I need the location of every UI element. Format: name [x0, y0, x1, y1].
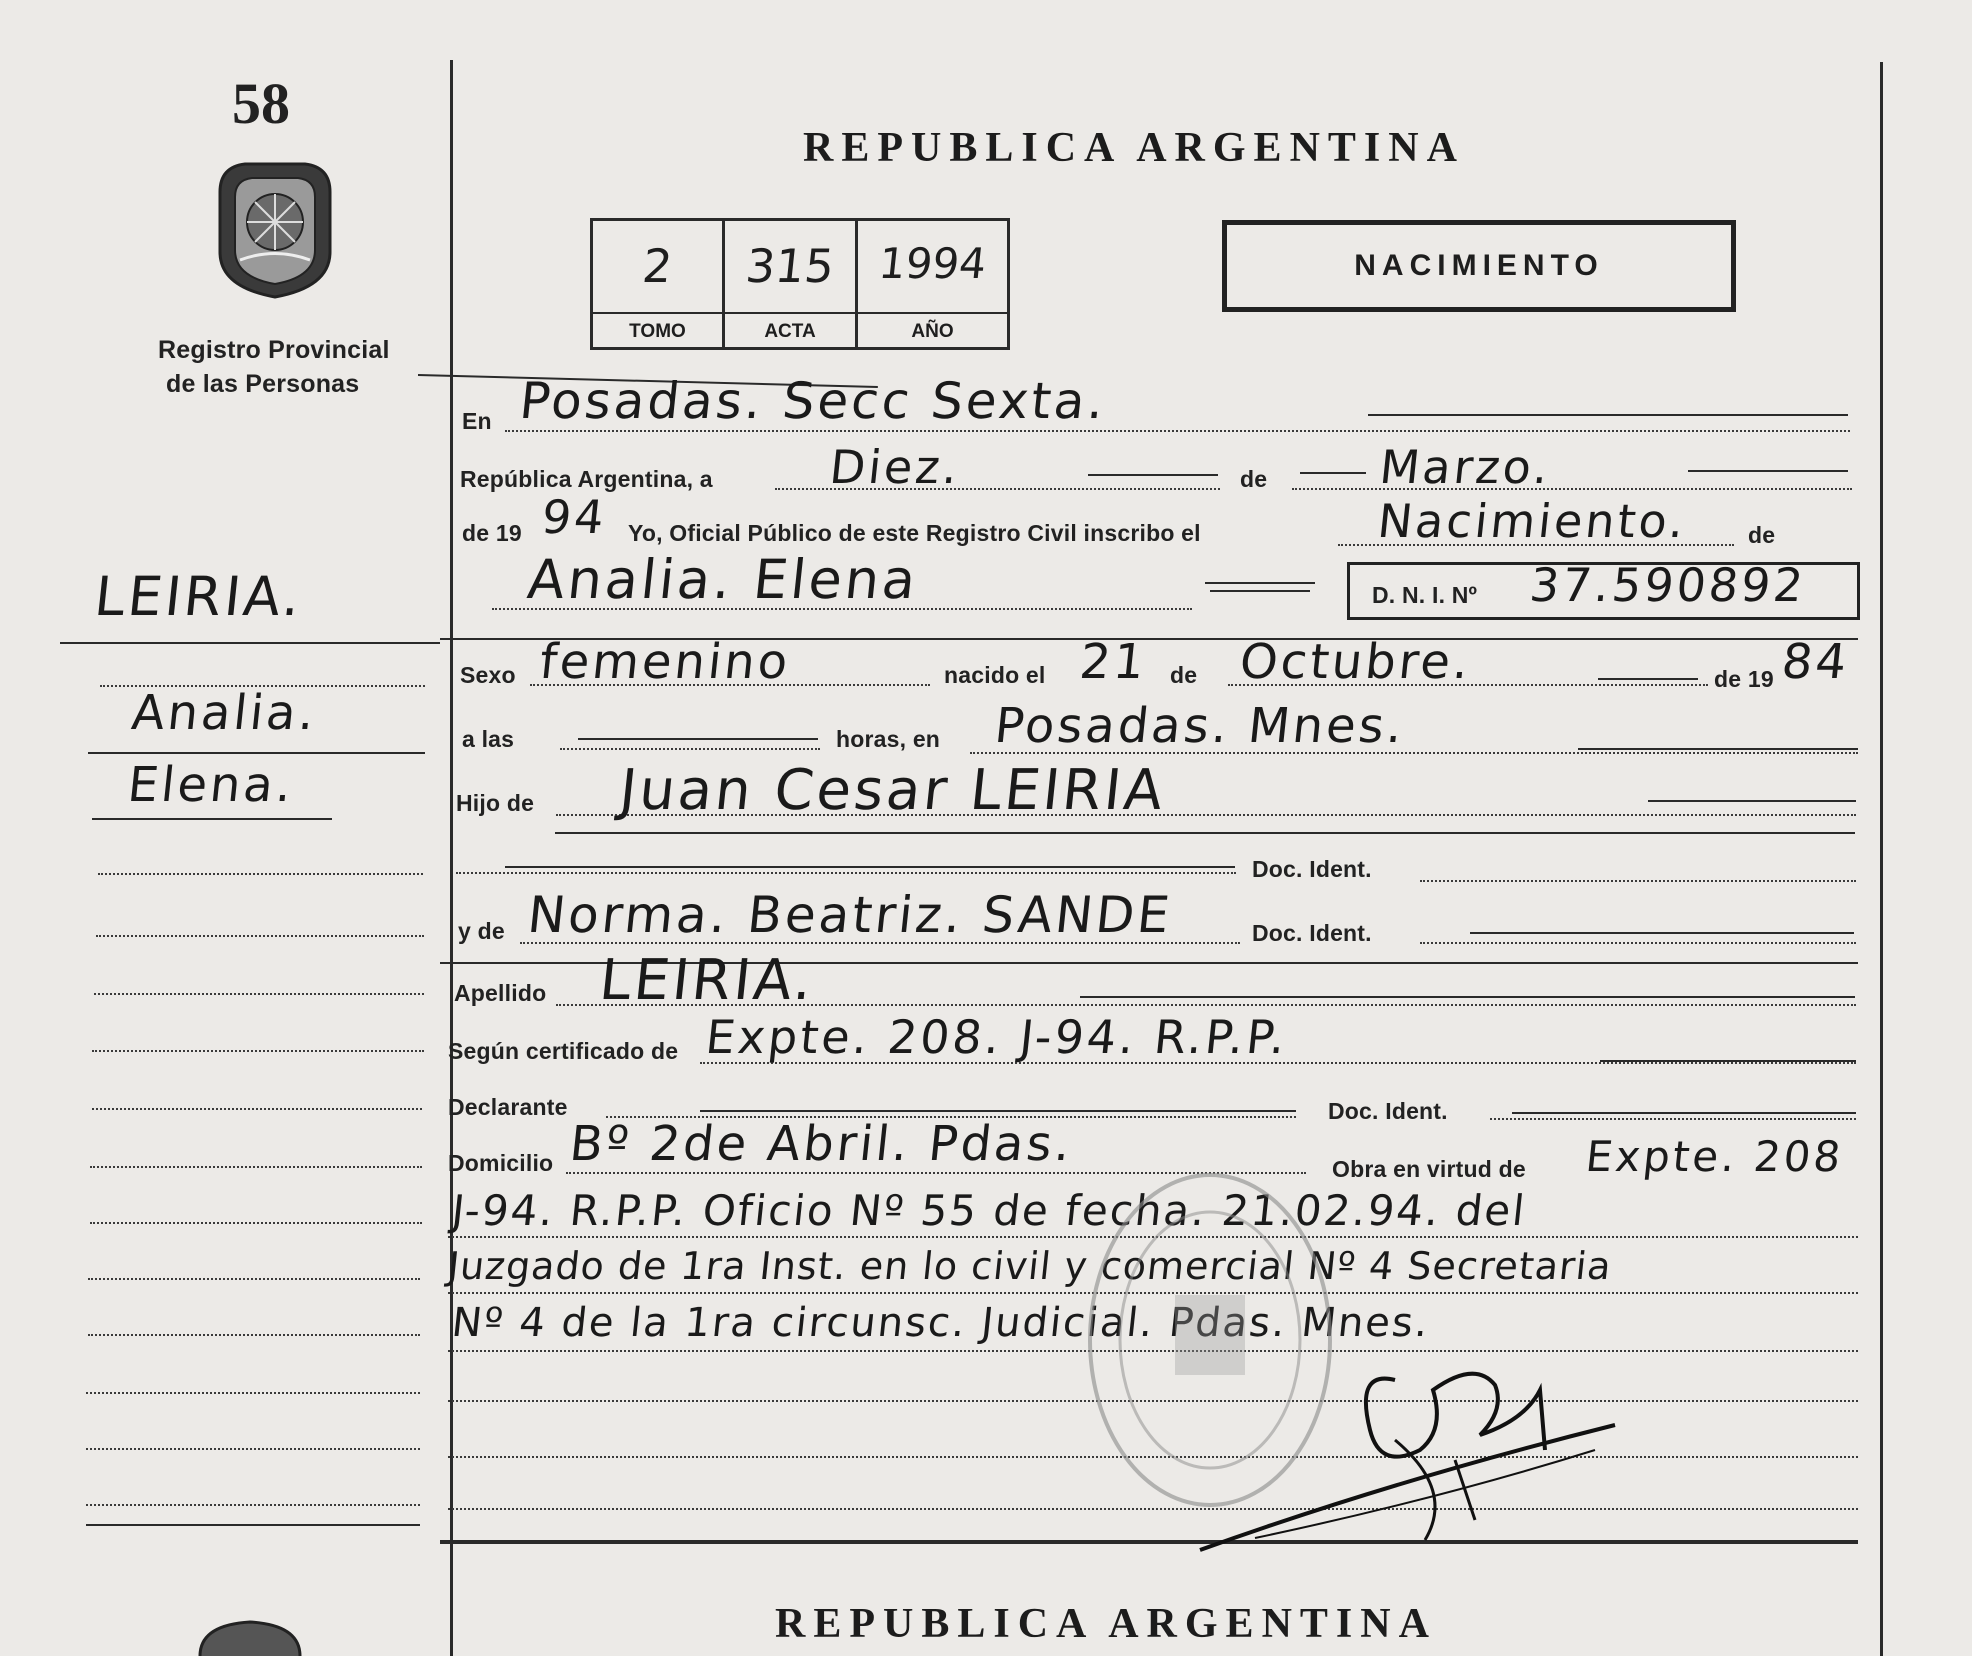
de-end-label: de [1748, 522, 1776, 548]
tomo-label: TOMO [629, 321, 686, 342]
nombre-fill-line [1205, 582, 1315, 584]
acta-label: ACTA [764, 321, 816, 342]
inscribe-value: Nacimiento. [1375, 494, 1690, 548]
left-column-divider [450, 60, 453, 1656]
madre-doc-value-line [1420, 942, 1856, 944]
de2-label: de [1170, 662, 1198, 688]
declarante-fill-line [700, 1110, 1296, 1112]
en-value: Posadas. Secc Sexta. [516, 372, 1110, 430]
margin-given-name-2: Elena. [125, 757, 298, 813]
margin-line [86, 1392, 420, 1394]
ano-value: 1994 [876, 239, 989, 288]
official-signature [1195, 1340, 1625, 1560]
sexo-value: femenino [537, 634, 794, 690]
ano-label: AÑO [911, 321, 954, 342]
dia-value: Diez. [827, 440, 964, 494]
margin-line [90, 1166, 422, 1168]
observaciones-line-1-text: J-94. R.P.P. Oficio Nº 55 de fecha. 21.02.94. del [449, 1186, 1529, 1235]
padre-doc-line [456, 872, 1236, 874]
declarante-doc-line [1490, 1118, 1856, 1120]
lugar-fill-line [1578, 748, 1858, 750]
dia-fill-line [1088, 474, 1218, 476]
record-box-separator [592, 312, 1008, 314]
nacimiento-mes-fill-line [1598, 678, 1698, 680]
de19-label: de 19 [462, 520, 522, 546]
apellido-label: Apellido [454, 980, 547, 1006]
madre-doc-label: Doc. Ident. [1252, 920, 1372, 946]
mes-fill-line [1300, 472, 1366, 474]
nombre-fill-line [1210, 590, 1310, 592]
ano-cell [855, 218, 1010, 350]
obra-label: Obra en virtud de [1332, 1156, 1526, 1182]
padre-value: Juan Cesar LEIRIA [616, 758, 1169, 823]
segun-value: Expte. 208. J-94. R.P.P. [703, 1010, 1291, 1064]
margin-given-name-1: Analia. [129, 685, 320, 741]
declarante-label: Declarante [448, 1094, 568, 1120]
dni-value: 37.590892 [1527, 558, 1809, 612]
de-label: de [1240, 466, 1268, 492]
act-type-label: NACIMIENTO [1354, 249, 1604, 282]
declarante-doc-fill-line [1512, 1112, 1856, 1114]
tomo-value: 2 [640, 239, 675, 293]
lugar-value: Posadas. Mnes. [992, 698, 1409, 754]
margin-line [96, 935, 424, 937]
provincial-seal-emblem-bottom [190, 1620, 310, 1656]
padre-fill-line [1648, 800, 1856, 802]
en-fill-line [1368, 414, 1848, 416]
margin-line [88, 1278, 420, 1280]
en-label: En [462, 408, 492, 434]
horas-fill-line [578, 738, 818, 740]
margin-line [92, 818, 332, 820]
margin-line [98, 873, 423, 875]
domicilio-value: Bº 2de Abril. Pdas. [567, 1116, 1076, 1172]
margin-line [90, 1222, 422, 1224]
padre-doc-label: Doc. Ident. [1252, 856, 1372, 882]
nacimiento-dia-value: 21 [1077, 634, 1151, 690]
en-line [505, 430, 1850, 432]
nacido-label: nacido el [944, 662, 1046, 688]
republica-label: República Argentina, a [460, 466, 713, 492]
margin-surname-line [60, 642, 440, 644]
hijo-label: Hijo de [456, 790, 535, 816]
nombre-value: Analia. Elena [524, 548, 922, 611]
alas-label: a las [462, 726, 515, 752]
margin-line [86, 1448, 420, 1450]
observaciones-line-2-text: Juzgado de 1ra Inst. en lo civil y comercial Nº 4 Secretaria [445, 1244, 1615, 1288]
apellido-fill-line [1080, 996, 1855, 998]
mes-value: Marzo. [1377, 440, 1554, 494]
segun-fill-line [1600, 1060, 1856, 1062]
nacimiento-mes-value: Octubre. [1237, 634, 1475, 690]
domicilio-label: Domicilio [448, 1150, 554, 1176]
margin-bottom-line [86, 1524, 420, 1526]
horas-label: horas, en [836, 726, 941, 752]
sexo-label: Sexo [460, 662, 516, 688]
mes-fill-line-right [1688, 470, 1848, 472]
yo-label: Yo, Oficial Público de este Registro Civil inscribo el [628, 520, 1201, 546]
apellido-value: LEIRIA. [596, 948, 819, 1013]
madre-doc-fill-line [1470, 932, 1854, 934]
yde-label: y de [458, 918, 505, 944]
margin-surname: LEIRIA. [91, 565, 307, 628]
dni-label: D. N. I. Nº [1372, 582, 1478, 608]
margin-line [88, 1334, 420, 1336]
margin-line [94, 993, 424, 995]
padre-doc-value-line [1420, 880, 1856, 882]
margin-line [92, 1050, 424, 1052]
acta-value: 315 [743, 239, 837, 293]
acta-cell [722, 218, 858, 350]
de19b-label: de 19 [1714, 666, 1774, 692]
margin-line [86, 1504, 420, 1506]
observaciones-line-3-text: Nº 4 de la 1ra circunsc. Judicial. Pdas. Mnes. [449, 1300, 1433, 1346]
horas-line [560, 748, 820, 750]
registry-name-line2: de las Personas [166, 370, 360, 398]
obra-value: Expte. 208 [1583, 1132, 1846, 1181]
page-title: REPUBLICA ARGENTINA [803, 125, 1465, 171]
right-border [1880, 62, 1883, 1656]
form-bottom-rule [440, 1540, 1858, 1544]
segun-label: Según certificado de [448, 1038, 679, 1064]
page-number: 58 [232, 71, 290, 136]
tomo-cell [590, 218, 725, 350]
section-rule [555, 832, 1855, 834]
mes-line [1292, 488, 1852, 490]
declarante-doc-label: Doc. Ident. [1328, 1098, 1448, 1124]
margin-line [92, 1108, 422, 1110]
provincial-seal-emblem [200, 152, 350, 302]
registry-name-line1: Registro Provincial [158, 336, 390, 364]
footer-title: REPUBLICA ARGENTINA [775, 1601, 1437, 1647]
anio-value: 94 [539, 490, 610, 544]
nacimiento-anio-value: 84 [1779, 634, 1853, 690]
madre-value: Norma. Beatriz. SANDE [524, 886, 1176, 944]
act-type-box [1222, 220, 1736, 312]
margin-line [88, 752, 425, 754]
padre-doc-fill-line [505, 866, 1235, 868]
